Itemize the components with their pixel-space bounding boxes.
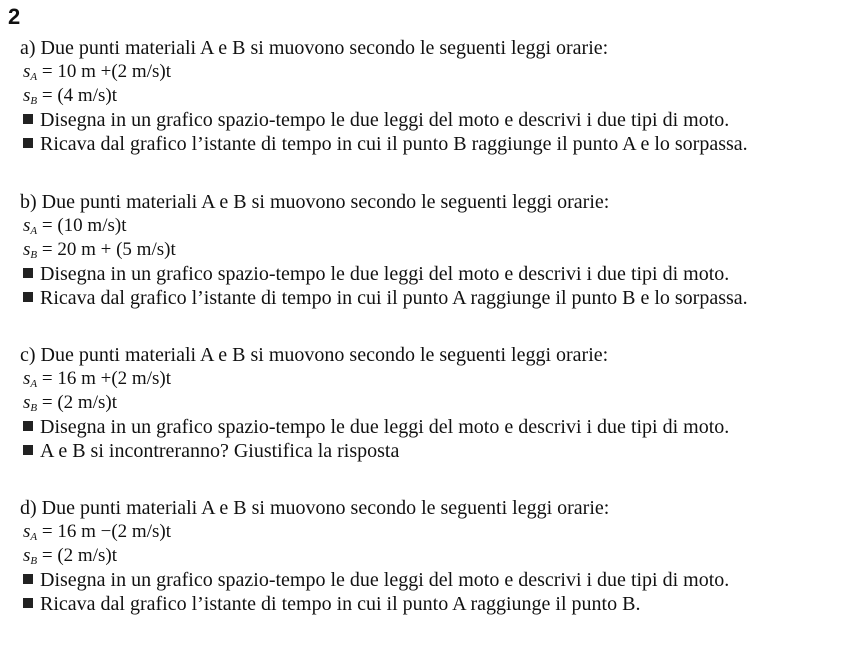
exercise-a <box>20 36 835 156</box>
bullet-text: Ricava dal grafico l’istante di tempo in cui il punto A raggiunge il punto B e lo sorpassa. <box>40 287 748 309</box>
exercise-intro <box>20 36 835 60</box>
exercise-label: d) <box>20 497 37 519</box>
square-bullet-icon <box>23 114 33 124</box>
exercise-intro-text: Due punti materiali A e B si muovono secondo le seguenti leggi orarie: <box>40 344 609 366</box>
square-bullet-icon <box>23 292 33 302</box>
formula-expr: = (2 m/s)t <box>41 545 117 566</box>
bullet-item <box>20 439 835 463</box>
exercise-intro <box>20 343 835 367</box>
exercise-label: a) <box>20 37 36 59</box>
bullet-item <box>20 286 835 310</box>
bullet-text: Disegna in un grafico spazio-tempo le due leggi del moto e descrivi i due tipi di moto. <box>40 569 730 591</box>
exercise-intro <box>20 496 835 520</box>
exercise-c <box>20 343 835 463</box>
exercise-label: c) <box>20 344 36 366</box>
exercise-b <box>20 190 835 310</box>
formula-expr: = 16 m +(2 m/s)t <box>41 368 171 389</box>
square-bullet-icon <box>23 574 33 584</box>
formula-sa: $s_A = 10$ m +(2 m/s)t <box>23 61 171 83</box>
formula-expr: = (4 m/s)t <box>41 85 117 106</box>
exercise-intro-text: Due punti materiali A e B si muovono secondo le seguenti leggi orarie: <box>41 497 610 519</box>
formula-sa: $s_A = (10$ m/s)t <box>23 215 127 237</box>
bullet-text: Ricava dal grafico l’istante di tempo in cui il punto B raggiunge il punto A e lo sorpassa. <box>40 133 748 155</box>
formula-expr: = 16 m −(2 m/s)t <box>41 521 171 542</box>
formula-expr: = (10 m/s)t <box>41 215 127 236</box>
bullet-item <box>20 415 835 439</box>
formula-sb: $s_B = (2$ m/s)t <box>23 545 117 567</box>
bullet-item <box>20 592 835 616</box>
bullet-item <box>20 262 835 286</box>
formula-expr: = 10 m +(2 m/s)t <box>41 61 171 82</box>
bullet-item <box>20 568 835 592</box>
exercise-intro <box>20 190 835 214</box>
formula-sb: $s_B = (2$ m/s)t <box>23 392 117 414</box>
formula-sa: $s_A = 16$ m +(2 m/s)t <box>23 368 171 390</box>
exercise-d <box>20 496 835 616</box>
formula-expr: = 20 m + (5 m/s)t <box>41 239 176 260</box>
bullet-text: A e B si incontreranno? Giustifica la risposta <box>40 440 400 462</box>
bullet-text: Ricava dal grafico l’istante di tempo in cui il punto A raggiunge il punto B. <box>40 593 641 615</box>
formula-expr: = (2 m/s)t <box>41 392 117 413</box>
square-bullet-icon <box>23 445 33 455</box>
bullet-text: Disegna in un grafico spazio-tempo le due leggi del moto e descrivi i due tipi di moto. <box>40 109 730 131</box>
formula-sa: $s_A = 16$ m −(2 m/s)t <box>23 521 171 543</box>
bullet-text: Disegna in un grafico spazio-tempo le due leggi del moto e descrivi i due tipi di moto. <box>40 263 730 285</box>
square-bullet-icon <box>23 421 33 431</box>
formula-sb: $s_B = 20$ m + (5 m/s)t <box>23 239 176 261</box>
exercise-label: b) <box>20 191 37 213</box>
square-bullet-icon <box>23 138 33 148</box>
exercise-intro-text: Due punti materiali A e B si muovono secondo le seguenti leggi orarie: <box>40 37 609 59</box>
exercise-intro-text: Due punti materiali A e B si muovono secondo le seguenti leggi orarie: <box>41 191 610 213</box>
square-bullet-icon <box>23 268 33 278</box>
problem-number: 2 <box>8 4 21 29</box>
bullet-item <box>20 132 835 156</box>
bullet-text: Disegna in un grafico spazio-tempo le due leggi del moto e descrivi i due tipi di moto. <box>40 416 730 438</box>
square-bullet-icon <box>23 598 33 608</box>
bullet-item <box>20 108 835 132</box>
formula-sb: $s_B = (4$ m/s)t <box>23 85 117 107</box>
